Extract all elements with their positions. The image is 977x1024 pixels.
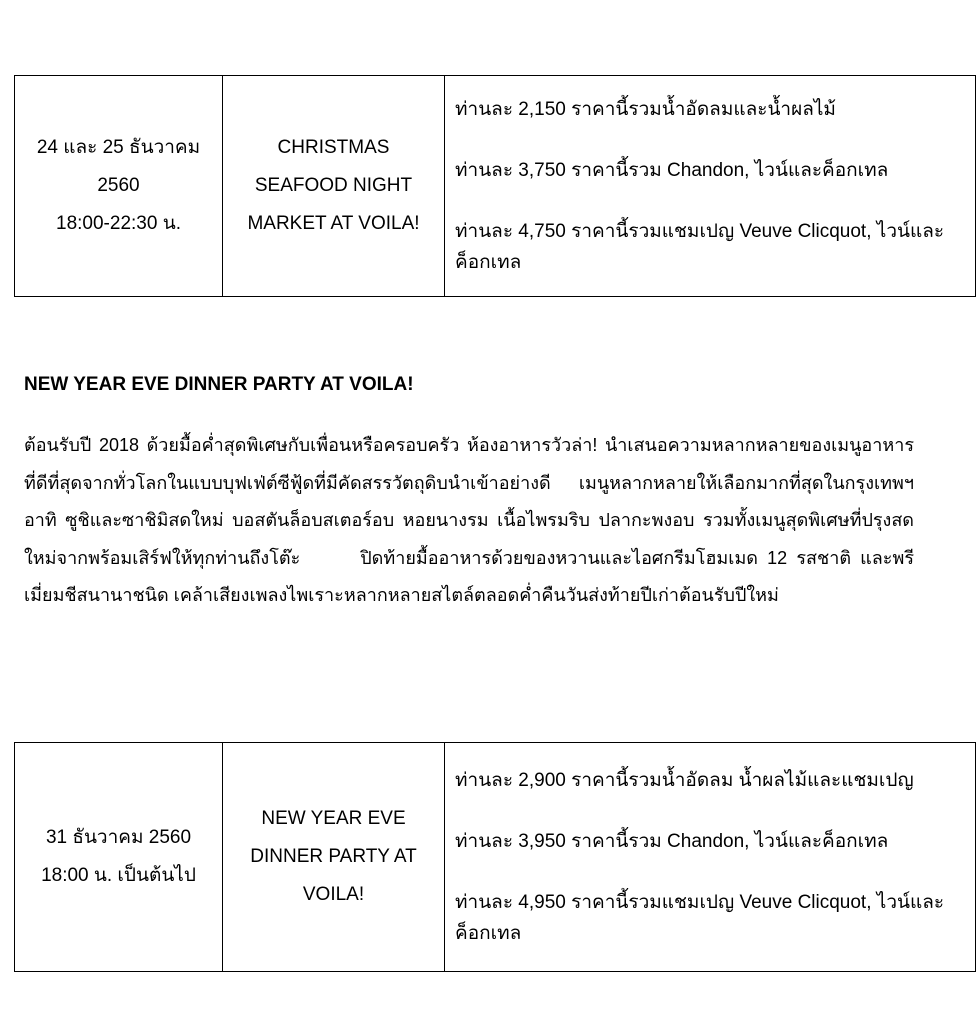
event-date-cell bbox=[15, 76, 223, 297]
section-heading: NEW YEAR EVE DINNER PARTY AT VOILA! bbox=[24, 374, 414, 395]
price-option: ท่านละ 2,150 ราคานี้รวมน้ำอัดลมและน้ำผลไม้ bbox=[455, 99, 836, 120]
event-name-cell bbox=[223, 743, 445, 972]
event-name-line: CHRISTMAS bbox=[277, 137, 390, 158]
price-option: ท่านละ 3,750 ราคานี้รวม Chandon, ไวน์และค็อกเทล bbox=[455, 160, 889, 181]
price-option: ท่านละ 2,900 ราคานี้รวมน้ำอัดลม น้ำผลไม้และแชมเปญ bbox=[455, 770, 914, 791]
price-option: ท่านละ 4,950 ราคานี้รวมแชมเปญ Veuve Clicquot, ไวน์และค็อกเทล bbox=[455, 892, 945, 944]
event-date-line: 18:00-22:30 น. bbox=[56, 213, 181, 234]
christmas-event-table bbox=[14, 75, 976, 297]
event-name-line: DINNER PARTY AT bbox=[250, 846, 417, 867]
event-price-cell bbox=[445, 743, 976, 972]
event-date-line: 31 ธันวาคม 2560 bbox=[45, 827, 192, 848]
event-date-cell bbox=[15, 743, 223, 972]
event-date-line: 18:00 น. เป็นต้นไป bbox=[41, 865, 196, 886]
description-part-2: ปิดท้ายมื้ออาหารด้วยของหวานและไอศกรีมโฮมเมด 12 รสชาติ และพรีเมี่ยมชีสนานาชนิด เคล้าเสียงเพลงไพเราะหลากหลายสไตล์ตลอดค่ำคืนวันส่งท้ายปีเก่าต้อนรับปีใหม่ bbox=[24, 547, 914, 605]
price-option: ท่านละ 3,950 ราคานี้รวม Chandon, ไวน์และค็อกเทล bbox=[455, 831, 889, 852]
event-name-cell bbox=[223, 76, 445, 297]
event-name-line: NEW YEAR EVE bbox=[261, 808, 406, 829]
table-row bbox=[15, 76, 976, 297]
event-date-line: 2560 bbox=[97, 175, 140, 196]
price-option: ท่านละ 4,750 ราคานี้รวมแชมเปญ Veuve Clicquot, ไวน์และค็อกเทล bbox=[455, 221, 945, 273]
section-description bbox=[24, 427, 914, 615]
event-name-line: MARKET AT VOILA! bbox=[247, 213, 420, 234]
table-row bbox=[15, 743, 976, 972]
event-name-line: SEAFOOD NIGHT bbox=[254, 175, 413, 196]
new-year-event-table bbox=[14, 742, 976, 972]
description-part-1: ต้อนรับปี 2018 ด้วยมื้อค่ำสุดพิเศษกับเพื่อนหรือครอบครัว ห้องอาหารวัวล่า! นำเสนอความหลากหลายของเมนูอาหารที่ดีที่สุดจากทั่วโลกในแบบบุฟเฟ่ต์ซีฟู้ดที่มีคัดสรรวัตถุดิบนำเข้าอย่างดี เมนูหลากหลายให้เลือกมากที่สุดในกรุงเทพฯ อาทิ ซูชิและซาชิมิสดใหม่ บอสตันล็อบสเตอร์อบ หอยนางรม เนื้อไพรมริบ ปลากะพงอบ รวมทั้งเมนูสุดพิเศษที่ปรุงสดใหม่จากพร้อมเสิร์ฟให้ทุกท่านถึงโต๊ะ bbox=[24, 435, 914, 568]
event-price-cell bbox=[445, 76, 976, 297]
event-date-line: 24 และ 25 ธันวาคม bbox=[36, 137, 201, 158]
event-name-line: VOILA! bbox=[302, 884, 365, 905]
